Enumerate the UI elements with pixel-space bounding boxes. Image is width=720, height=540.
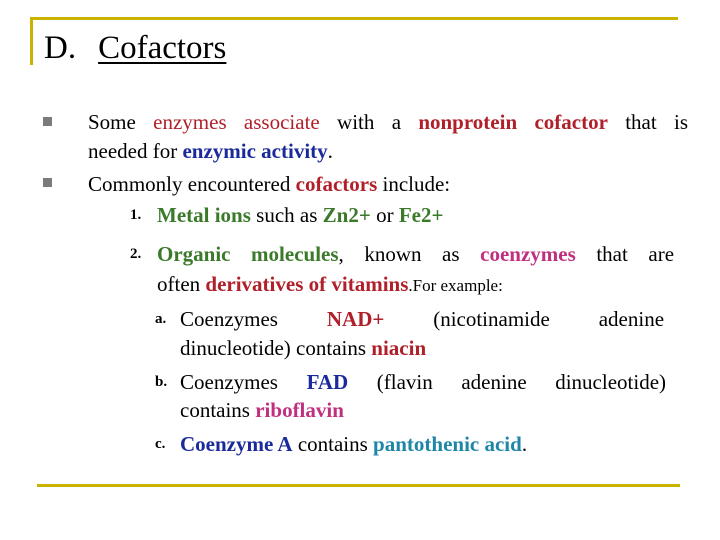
text: with a xyxy=(337,110,402,134)
item2-line2 xyxy=(157,271,503,299)
sub-c-line xyxy=(180,431,527,457)
title-word: Cofactors xyxy=(98,30,227,66)
highlight-derivatives-of-vitamins: derivatives of vitamins xyxy=(205,272,409,296)
highlight-zn: Zn2+ xyxy=(322,203,371,227)
text: .For example: xyxy=(408,276,503,295)
bullet1-line2 xyxy=(88,138,333,164)
sub-b-line1 xyxy=(180,369,666,395)
highlight-organic-molecules: Organic molecules xyxy=(157,242,339,266)
item1-line xyxy=(157,202,443,228)
highlight-cofactors: cofactors xyxy=(295,172,378,196)
text: (nicotinamide xyxy=(433,307,550,331)
highlight-fad: FAD xyxy=(306,370,349,394)
highlight-nonprotein-cofactor: nonprotein cofactor xyxy=(418,110,608,134)
slide-title xyxy=(44,28,226,68)
list-marker: c. xyxy=(155,436,166,452)
text: that are xyxy=(596,242,675,266)
highlight-pantothenic-acid: pantothenic acid xyxy=(373,432,522,456)
list-marker: a. xyxy=(155,311,167,327)
text: adenine xyxy=(598,307,665,331)
text: Commonly encountered xyxy=(88,172,291,196)
title-letter: D. xyxy=(44,30,77,66)
list-marker: 2. xyxy=(130,246,142,262)
list-marker: b. xyxy=(155,374,168,390)
list-marker: 1. xyxy=(130,207,142,223)
text: (flavin adenine dinucleotide) xyxy=(376,370,667,394)
bullet-square-icon xyxy=(43,117,52,126)
text: dinucleotide) contains xyxy=(180,336,367,360)
bullet2-line1 xyxy=(88,171,450,197)
text: . xyxy=(521,432,528,456)
highlight-coenzymes: coenzymes xyxy=(480,242,576,266)
highlight-nad: NAD+ xyxy=(326,307,385,331)
text: Some xyxy=(88,110,136,134)
highlight-fe: Fe2+ xyxy=(398,203,444,227)
text: contains xyxy=(297,432,368,456)
frame-top-rule xyxy=(33,17,678,20)
highlight-enzymic-activity: enzymic activity xyxy=(182,139,328,163)
text: , known as xyxy=(338,242,460,266)
highlight-niacin: niacin xyxy=(371,336,427,360)
highlight-riboflavin: riboflavin xyxy=(255,398,344,422)
text: . xyxy=(327,139,333,163)
sub-a-line1 xyxy=(180,306,664,332)
frame-left-rule xyxy=(30,17,33,65)
text: or xyxy=(376,203,394,227)
text: Coenzymes xyxy=(180,370,278,394)
text: needed for xyxy=(88,139,178,163)
highlight-enzymes: enzymes associate xyxy=(153,110,320,134)
text: often xyxy=(157,272,201,296)
text: such as xyxy=(256,203,318,227)
item2-line1 xyxy=(157,241,674,267)
bullet1-line1 xyxy=(88,109,688,135)
highlight-metal-ions: Metal ions xyxy=(157,203,251,227)
sub-b-line2 xyxy=(180,397,344,423)
text: include: xyxy=(382,172,451,196)
highlight-coenzyme-a: Coenzyme A xyxy=(180,432,293,456)
text: Coenzymes xyxy=(180,307,278,331)
frame-bottom-rule xyxy=(37,484,680,487)
sub-a-line2 xyxy=(180,335,426,361)
text: contains xyxy=(180,398,250,422)
bullet-square-icon xyxy=(43,178,52,187)
text: that is xyxy=(625,110,689,134)
